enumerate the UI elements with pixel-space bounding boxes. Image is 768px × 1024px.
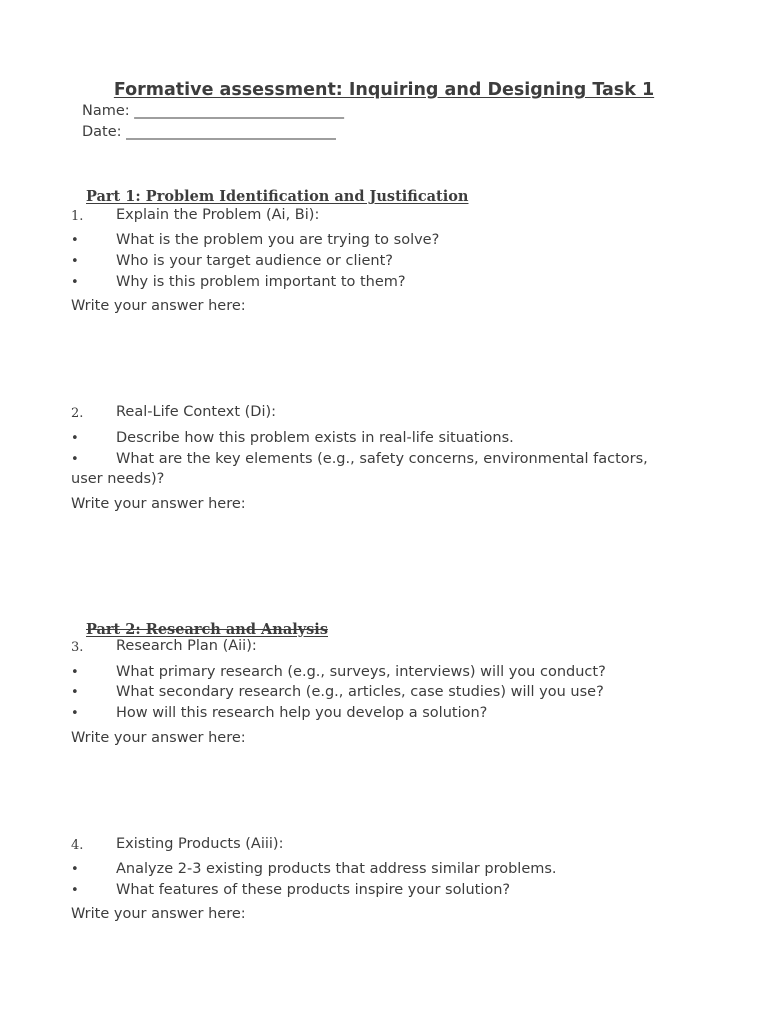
q1-bullet-3-marker: • [71,275,79,290]
q4-answer-prompt: Write your answer here: [71,906,246,922]
q4-number: 4. [71,838,84,853]
q1-bullet-3: Why is this problem important to them? [116,274,406,290]
q2-answer-prompt: Write your answer here: [71,496,246,512]
q1-number: 1. [71,209,84,224]
q2-number: 2. [71,406,84,421]
date-label: Date: [82,124,127,140]
q4-title: Existing Products (Aiii): [116,836,284,852]
date-field [82,124,335,140]
q1-bullet-1: What is the problem you are trying to solve? [116,232,440,248]
name-field [82,103,344,119]
q2-bullet-2-marker: • [71,452,79,467]
date-blank-line: _______________________________ [126,124,336,140]
q3-bullet-2-marker: • [71,685,79,700]
q2-bullet-1-marker: • [71,431,79,446]
q1-bullet-2: Who is your target audience or client? [116,253,393,269]
q1-bullet-1-marker: • [71,233,79,248]
part1-heading: Part 1: Problem Identification and Justification [86,188,469,205]
q1-title: Explain the Problem (Ai, Bi): [116,207,320,223]
q2-bullet-2: What are the key elements (e.g., safety concerns, environmental factors, [116,451,648,467]
q3-title: Research Plan (Aii): [116,638,257,654]
q4-bullet-2: What features of these products inspire your solution? [116,882,511,898]
part2-heading: Part 2: Research and Analysis [86,621,328,638]
q4-bullet-1: Analyze 2-3 existing products that address similar problems. [116,861,557,877]
q4-bullet-1-marker: • [71,862,79,877]
q3-bullet-1-marker: • [71,665,79,680]
q1-answer-prompt: Write your answer here: [71,298,246,314]
q3-bullet-2: What secondary research (e.g., articles, case studies) will you use? [116,684,604,700]
document-title: Formative assessment: Inquiring and Designing Task 1 [113,80,655,100]
name-label: Name: [82,103,135,119]
q3-answer-prompt: Write your answer here: [71,730,246,746]
q4-bullet-2-marker: • [71,883,79,898]
q3-bullet-3: How will this research help you develop a solution? [116,705,488,721]
q3-number: 3. [71,640,84,655]
q3-bullet-3-marker: • [71,706,79,721]
q3-bullet-1: What primary research (e.g., surveys, interviews) will you conduct? [116,664,606,680]
q2-bullet-2-continued: user needs)? [71,471,165,487]
q2-bullet-1: Describe how this problem exists in real-life situations. [116,430,514,446]
name-blank-line: _______________________________ [134,103,344,119]
q2-title: Real-Life Context (Di): [116,404,277,420]
q1-bullet-2-marker: • [71,254,79,269]
